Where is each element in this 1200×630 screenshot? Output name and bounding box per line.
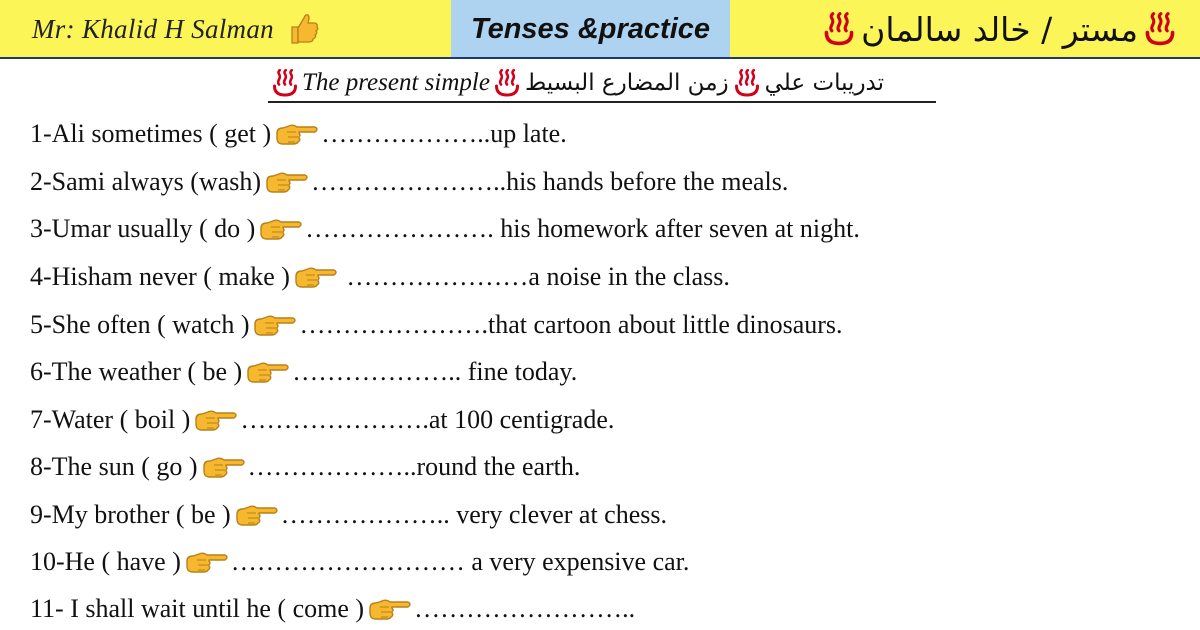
exercise-item xyxy=(30,405,614,435)
arabic-name-cell xyxy=(730,0,1200,58)
answer-blank[interactable]: …………………. xyxy=(299,310,488,339)
exercise-prompt: 10-He ( have ) xyxy=(30,547,181,576)
exercise-item xyxy=(30,500,667,530)
hot-springs-icon xyxy=(492,68,522,98)
pointing-hand-icon xyxy=(253,312,297,338)
exercise-item xyxy=(30,214,860,244)
answer-blank[interactable]: …………………. xyxy=(305,214,494,243)
exercise-ending: a noise in the class. xyxy=(528,262,730,291)
teacher-name: Mr: Khalid H Salman xyxy=(32,13,274,44)
exercise-prompt: 11- I shall wait until he ( come ) xyxy=(30,594,365,623)
hot-springs-icon xyxy=(821,11,857,47)
exercise-prompt: 4-Hisham never ( make ) xyxy=(30,262,290,291)
exercise-item xyxy=(30,167,788,197)
hot-springs-icon xyxy=(270,68,300,98)
exercise-item xyxy=(30,357,577,387)
pointing-hand-icon xyxy=(235,502,279,528)
subtitle-underline xyxy=(268,101,936,103)
exercise-prompt: 2-Sami always (wash) xyxy=(30,167,262,196)
header-divider xyxy=(0,57,1200,59)
pointing-hand-icon xyxy=(368,596,412,622)
topic-title: Tenses &practice xyxy=(470,12,711,45)
pointing-hand-icon xyxy=(265,169,309,195)
pointing-hand-icon xyxy=(185,549,229,575)
answer-blank[interactable]: ………………….. xyxy=(311,167,507,196)
exercise-item xyxy=(30,594,635,624)
exercise-prompt: 1-Ali sometimes ( get ) xyxy=(30,119,272,148)
answer-blank[interactable]: ……………….. xyxy=(292,357,462,386)
exercise-ending: round the earth. xyxy=(416,452,581,481)
exercise-ending: very clever at chess. xyxy=(449,500,667,529)
subtitle-english: The present simple xyxy=(302,69,490,96)
answer-blank[interactable]: …………………. xyxy=(240,405,429,434)
answer-blank[interactable]: ……………………… xyxy=(230,547,465,576)
hot-springs-icon xyxy=(732,68,762,98)
exercise-prompt: 7-Water ( boil ) xyxy=(30,405,191,434)
exercise-prompt: 8-The sun ( go ) xyxy=(30,452,198,481)
arabic-teacher-name: مستر / خالد سالمان xyxy=(861,9,1138,49)
exercise-item xyxy=(30,262,730,292)
exercise-ending: fine today. xyxy=(461,357,578,386)
pointing-hand-icon xyxy=(246,359,290,385)
subtitle-arabic-topic: زمن المضارع البسيط xyxy=(524,70,729,96)
exercise-ending: his homework after seven at night. xyxy=(493,214,860,243)
answer-blank[interactable]: …………………….. xyxy=(414,594,636,623)
thumbs-up-icon xyxy=(286,12,320,46)
pointing-hand-icon xyxy=(202,454,246,480)
header-bar xyxy=(0,0,1200,58)
exercise-item xyxy=(30,547,689,577)
pointing-hand-icon xyxy=(194,407,238,433)
pointing-hand-icon xyxy=(294,264,338,290)
answer-blank[interactable]: ………………… xyxy=(339,262,529,291)
exercise-item xyxy=(30,310,843,340)
exercise-ending: at 100 centigrade. xyxy=(428,405,615,434)
pointing-hand-icon xyxy=(275,121,319,147)
exercise-item xyxy=(30,452,580,482)
answer-blank[interactable]: ……………….. xyxy=(247,452,417,481)
exercise-ending: that cartoon about little dinosaurs. xyxy=(487,310,843,339)
subtitle-arabic-prefix: تدريبات علي xyxy=(764,70,885,96)
pointing-hand-icon xyxy=(259,216,303,242)
hot-springs-icon xyxy=(1142,11,1178,47)
exercise-prompt: 5-She often ( watch ) xyxy=(30,310,250,339)
answer-blank[interactable]: ……………….. xyxy=(280,500,450,529)
exercise-ending: up late. xyxy=(490,119,567,148)
topic-cell xyxy=(451,0,730,58)
exercise-item xyxy=(30,119,567,149)
exercise-prompt: 6-The weather ( be ) xyxy=(30,357,243,386)
worksheet-subtitle xyxy=(270,66,940,100)
exercise-prompt: 9-My brother ( be ) xyxy=(30,500,231,529)
teacher-cell xyxy=(0,0,451,58)
answer-blank[interactable]: ……………….. xyxy=(321,119,491,148)
exercise-prompt: 3-Umar usually ( do ) xyxy=(30,214,256,243)
exercise-ending: his hands before the meals. xyxy=(506,167,789,196)
exercise-ending: a very expensive car. xyxy=(464,547,690,576)
